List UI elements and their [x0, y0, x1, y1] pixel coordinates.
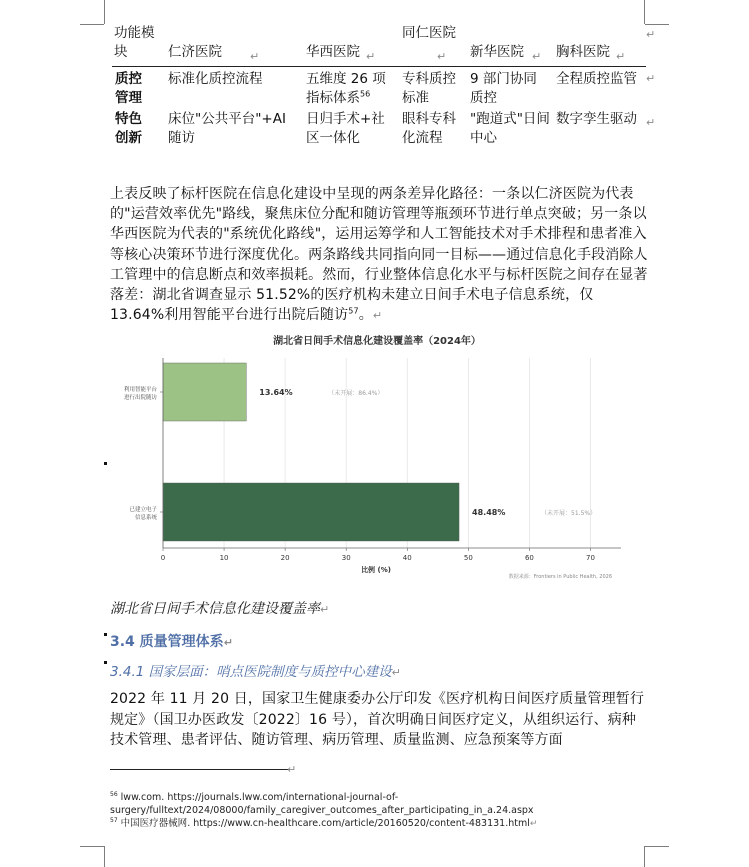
- footnote-56: $^{56}$ lww.com. https://journals.lww.com/international-journal-of-surgery/fulltext/2024/08000/family_caregiver_outcomes_after_participating_in_a.24.aspx: [110, 791, 534, 817]
- crop-mark-top-left-v: [104, 0, 105, 24]
- row-label-innovation: 特色创新: [115, 111, 142, 146]
- chart-remainder-label: （未开展：86.4%）: [328, 390, 384, 397]
- table-cell: 床位"公共平台"+AI 随访: [168, 111, 286, 146]
- return-mark: ↵: [532, 50, 542, 63]
- table-cell: "跑道式"日间中心: [470, 111, 550, 146]
- chart-value-label: 48.48%: [472, 508, 506, 517]
- chart-x-tick-label: 70: [586, 554, 595, 562]
- table-header-rule: [112, 66, 646, 67]
- header-xiongke: 胸科医院: [556, 44, 610, 60]
- table-cell: 标准化质控流程: [168, 71, 263, 87]
- return-mark: ↵: [646, 28, 656, 41]
- crop-mark-bottom-right-v: [644, 846, 645, 867]
- chart-caption: 湖北省日间手术信息化建设覆盖率↵: [110, 601, 330, 617]
- footnote-57: $^{57}$ 中国医疗器械网. https://www.cn-healthcare.com/article/20160520/content-483131.html↵: [110, 817, 538, 830]
- body-paragraph-2: 2022 年 11 月 20 日，国家卫生健康委办公厅印发《医疗机构日间医疗质量管理暂行规定》（国卫办医政发〔2022〕16 号），首次明确日间医疗定义，从组织运行、病种技术管理、患者评估、随访管理、病历管理、质量监测、应急预案等方面: [110, 691, 645, 748]
- chart-x-tick-label: 50: [463, 554, 473, 562]
- return-mark: ↵: [287, 763, 297, 776]
- return-mark: ↵: [437, 50, 447, 63]
- chart-category-label: 已建立电子: [129, 507, 157, 513]
- header-xinhua: 新华医院: [470, 44, 524, 60]
- comparison-table: [112, 24, 652, 168]
- chart-x-tick-label: 0: [160, 554, 166, 562]
- crop-mark-bottom-left-v: [104, 846, 105, 867]
- crop-mark-bottom-right-h: [645, 846, 669, 847]
- chart-category-label: 进行出院随访: [123, 395, 157, 401]
- list-bullet: [104, 633, 107, 636]
- subsection-heading: 3.4.1 国家层面：哨点医院制度与质控中心建设↵: [110, 664, 401, 680]
- return-mark: ↵: [616, 50, 626, 63]
- chart-bar: [163, 483, 459, 541]
- return-mark: ↵: [366, 50, 376, 63]
- chart-x-tick-label: 40: [402, 554, 412, 562]
- chart-category-label: 信息系统: [134, 515, 157, 521]
- table-row-quality: [112, 68, 652, 112]
- coverage-bar-chart: [110, 326, 645, 588]
- chart-x-tick-label: 60: [524, 554, 534, 562]
- chart-x-tick-label: 20: [280, 554, 290, 562]
- table-cell: 数字孪生驱动: [556, 111, 637, 127]
- crop-mark-top-right-v: [644, 0, 645, 24]
- table-cell: 专科质控标准: [402, 71, 456, 106]
- chart-x-tick-label: 10: [219, 554, 229, 562]
- header-renji: 仁济医院: [168, 44, 222, 60]
- return-mark: ↵: [250, 50, 260, 63]
- table-cell: 日归手术+社区一体化: [306, 111, 385, 146]
- table-cell: 五维度 26 项指标体系$^{56}$: [306, 71, 386, 106]
- footnote-separator: [110, 769, 290, 770]
- header-function-module: 功能模块: [114, 25, 155, 60]
- table-cell: 全程质控监管: [556, 71, 637, 87]
- chart-title: 湖北省日间手术信息化建设覆盖率（2024年）: [273, 336, 481, 347]
- chart-bar: [163, 363, 246, 421]
- table-cell: 9 部门协同质控: [470, 71, 537, 106]
- return-mark: ↵: [646, 72, 656, 85]
- table-cell: 眼科专科化流程: [402, 111, 456, 146]
- list-bullet: [104, 661, 107, 664]
- table-row-innovation: [112, 112, 652, 168]
- body-paragraph-1: 上表反映了标杆医院在信息化建设中呈现的两条差异化路径：一条以仁济医院为代表的"运营效率优先"路线，聚焦床位分配和随访管理等瓶颈环节进行单点突破；另一条以华西医院为代表的"系统优化路线"，运用运筹学和人工智能技术对手术排程和患者准入等核心决策环节进行深度优化。两条路线共同指向同一目标——通过信息化手段消除人工管理中的信息断点和效率损耗。然而，行业整体信息化水平与标杆医院之间存在显著落差：湖北省调查显示 51.52%的医疗机构未建立日间手术电子信息系统，仅 13.64%利用智能平台进行出院后随访$^{57}$。↵: [110, 186, 648, 324]
- table-header-row: [112, 24, 652, 68]
- header-tongren: 同仁医院: [402, 25, 456, 41]
- chart-remainder-label: （未开展：51.5%）: [541, 510, 597, 517]
- chart-x-tick-label: 30: [341, 554, 351, 562]
- return-mark: ↵: [646, 116, 656, 129]
- chart-value-label: 13.64%: [259, 388, 293, 397]
- list-bullet: [104, 462, 107, 465]
- chart-x-label: 比例 (%): [361, 566, 391, 574]
- row-label-quality: 质控管理: [115, 71, 142, 106]
- crop-mark-bottom-left-h: [80, 846, 104, 847]
- crop-mark-top-left-h: [80, 24, 104, 25]
- chart-source: 数据来源：Frontiers in Public Health, 2026: [508, 574, 612, 580]
- chart-category-label: 利用智能平台: [123, 387, 157, 393]
- header-huaxi: 华西医院: [306, 44, 360, 60]
- section-heading: 3.4 质量管理体系↵: [110, 634, 233, 650]
